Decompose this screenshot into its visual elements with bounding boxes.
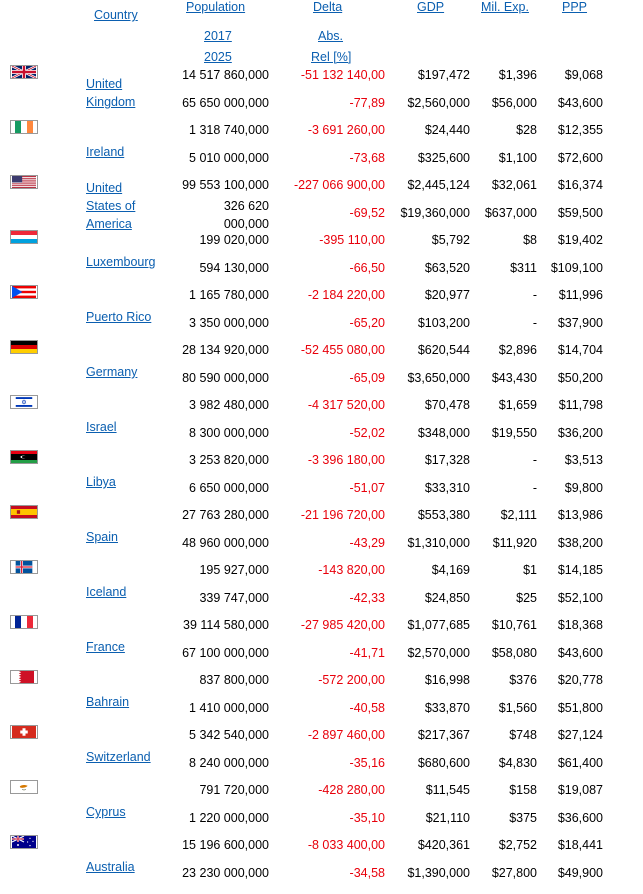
cell-delta-rel: -43,29 [349,536,385,550]
usa-flag-icon [10,175,38,189]
cell-mil-2017: $28 [516,123,537,137]
country-row [0,620,643,674]
cell-gdp-2017: $620,544 [417,343,470,357]
mil-exp-header[interactable]: Mil. Exp. [481,0,529,14]
cell-gdp-2017: $17,328 [424,453,470,467]
cell-pop-2017: 39 114 580,000 [183,618,269,632]
country-link[interactable]: Israel [86,420,117,434]
cell-delta-rel: -77,89 [349,96,385,110]
cell-mil-2017: - [532,453,537,467]
cell-pop-2017: 28 134 920,000 [182,343,269,357]
cell-pop-2025: 67 100 000,000 [182,646,269,660]
cell-gdp-2025: $1,390,000 [407,866,470,880]
country-link[interactable]: Luxembourg [86,255,156,269]
cell-ppp-2017: $19,087 [557,783,603,797]
cell-ppp-2017: $16,374 [557,178,603,192]
cell-gdp-2017: $4,169 [431,563,470,577]
cell-pop-2017: 791 720,000 [199,783,269,797]
cell-ppp-2017: $3,513 [564,453,603,467]
cell-pop-2025: 80 590 000,000 [182,371,269,385]
abs-label: Abs. [318,29,344,43]
year-2017-label: 2017 [204,29,232,43]
cell-ppp-2017: $19,402 [557,233,603,247]
cell-delta-rel: -66,50 [349,261,385,275]
cell-delta-rel: -73,68 [349,151,385,165]
cell-gdp-2017: $1,077,685 [407,618,470,632]
cell-pop-2025: 6 650 000,000 [189,481,269,495]
cell-pop-2025: 23 230 000,000 [182,866,269,880]
cell-mil-2025: $58,080 [491,646,537,660]
cell-pop-2017: 837 800,000 [199,673,269,687]
cell-pop-2017: 1 318 740,000 [189,123,269,137]
cell-mil-2025: $56,000 [491,96,537,110]
ppp-header[interactable]: PPP [562,0,588,14]
cell-gdp-2025: $63,520 [424,261,470,275]
bahrain-flag-icon [10,670,38,684]
israel-flag-icon [10,395,38,409]
cell-pop-2025: 8 240 000,000 [189,756,269,770]
cell-mil-2017: $158 [509,783,537,797]
cell-gdp-2017: $197,472 [417,68,470,82]
cell-ppp-2017: $14,185 [557,563,603,577]
cell-gdp-2025: $2,570,000 [407,646,470,660]
cell-mil-2025: $311 [510,261,537,275]
switzerland-flag-icon [10,725,38,739]
france-flag-icon [10,615,38,629]
country-row [0,400,643,454]
cell-ppp-2025: $37,900 [557,316,603,330]
cell-gdp-2025: $680,600 [417,756,470,770]
cell-ppp-2025: $61,400 [557,756,603,770]
cell-pop-2017: 1 165 780,000 [189,288,269,302]
iceland-flag-icon [10,560,38,574]
cell-ppp-2025: $9,800 [564,481,603,495]
cell-gdp-2025: $325,600 [417,151,470,165]
cell-pop-2017: 195 927,000 [199,563,269,577]
cell-pop-2025: 1 410 000,000 [189,701,269,715]
country-link[interactable]: United Kingdom [86,77,136,109]
cyprus-flag-icon [10,780,38,794]
cell-delta-rel: -52,02 [349,426,385,440]
country-link[interactable]: Libya [86,475,116,489]
cell-mil-2017: $1,659 [498,398,537,412]
cell-mil-2025: $375 [509,811,537,825]
year-2025-label: 2025 [204,50,232,64]
cell-gdp-2017: $5,792 [431,233,470,247]
cell-pop-2025: 8 300 000,000 [189,426,269,440]
cell-pop-2017: 15 196 600,000 [182,838,269,852]
libya-flag-icon [10,450,38,464]
country-link[interactable]: Australia [86,860,135,874]
cell-ppp-2025: $43,600 [557,96,603,110]
luxembourg-flag-icon [10,230,38,244]
cell-mil-2017: $32,061 [491,178,537,192]
country-row [0,235,643,289]
delta-header[interactable]: Delta [313,0,343,14]
country-link[interactable]: Iceland [86,585,127,599]
cell-mil-2017: - [532,288,537,302]
cell-delta-abs: -4 317 520,00 [307,398,385,412]
cell-delta-abs: -428 280,00 [318,783,385,797]
country-row [0,565,643,619]
cell-ppp-2025: $59,500 [557,206,603,220]
cell-ppp-2025: $52,100 [557,591,603,605]
cell-pop-2025: 1 220 000,000 [189,811,269,825]
spain-flag-icon [10,505,38,519]
germany-flag-icon [10,340,38,354]
cell-delta-rel: -65,20 [349,316,385,330]
cell-mil-2017: $376 [509,673,537,687]
cell-gdp-2025: $2,560,000 [407,96,470,110]
cell-mil-2017: $1 [523,563,537,577]
cell-pop-2025: 48 960 000,000 [182,536,269,550]
cell-delta-rel: -40,58 [349,701,385,715]
cell-mil-2025: - [532,316,537,330]
cell-mil-2017: $748 [509,728,537,742]
country-link[interactable]: France [86,640,125,654]
gdp-header[interactable]: GDP [417,0,445,14]
cell-mil-2025: $11,920 [492,536,537,550]
country-row [0,290,643,344]
cell-delta-rel: -34,58 [349,866,385,880]
cell-pop-2017: 199 020,000 [199,233,269,247]
cell-delta-abs: -51 132 140,00 [300,68,385,82]
cell-mil-2025: - [532,481,537,495]
country-link[interactable]: Puerto Rico [86,310,152,324]
cell-delta-abs: -21 196 720,00 [300,508,385,522]
cell-ppp-2025: $38,200 [557,536,603,550]
cell-gdp-2017: $24,440 [424,123,470,137]
cell-pop-2025: 326 620 000,000 [223,199,269,231]
cell-ppp-2025: $36,600 [557,811,603,825]
country-link[interactable]: Switzerland [86,750,151,764]
cell-delta-rel: -35,16 [349,756,385,770]
country-row [0,840,643,894]
cell-mil-2025: $637,000 [484,206,537,220]
population-header[interactable]: Population [186,0,246,14]
cell-gdp-2017: $16,998 [424,673,470,687]
cell-delta-abs: -27 985 420,00 [300,618,385,632]
cell-delta-abs: -3 396 180,00 [307,453,385,467]
rel-label: Rel [%] [311,50,352,64]
cell-mil-2025: $1,560 [498,701,537,715]
cell-pop-2025: 339 747,000 [199,591,269,605]
cell-ppp-2017: $9,068 [564,68,603,82]
cell-ppp-2017: $14,704 [557,343,603,357]
country-row [0,510,643,564]
cell-mil-2017: $2,752 [498,838,537,852]
cell-delta-abs: -3 691 260,00 [307,123,385,137]
country-link[interactable]: Ireland [86,145,125,159]
cell-ppp-2017: $13,986 [557,508,603,522]
cell-delta-rel: -65,09 [349,371,385,385]
country-row [0,70,643,124]
cell-gdp-2025: $1,310,000 [407,536,470,550]
cell-pop-2017: 3 253 820,000 [189,453,269,467]
cell-delta-abs: -2 897 460,00 [307,728,385,742]
cell-pop-2017: 99 553 100,000 [182,178,269,192]
cell-gdp-2017: $553,380 [417,508,470,522]
country-link[interactable]: Germany [86,365,138,379]
country-row [0,180,643,234]
cell-ppp-2025: $51,800 [557,701,603,715]
cell-ppp-2017: $12,355 [557,123,603,137]
cell-delta-abs: -143 820,00 [318,563,385,577]
cell-ppp-2025: $50,200 [557,371,603,385]
cell-gdp-2025: $3,650,000 [407,371,470,385]
cell-ppp-2017: $11,996 [558,288,603,302]
cell-ppp-2017: $11,798 [558,398,603,412]
cell-delta-abs: -395 110,00 [319,233,385,247]
cell-ppp-2017: $18,441 [557,838,603,852]
cell-mil-2025: $25 [516,591,537,605]
country-row [0,785,643,839]
cell-ppp-2025: $36,200 [557,426,603,440]
cell-mil-2017: $2,111 [500,508,537,522]
cell-delta-rel: -42,33 [349,591,385,605]
cell-gdp-2025: $24,850 [424,591,470,605]
country-row [0,455,643,509]
country-row [0,345,643,399]
cell-gdp-2017: $11,545 [425,783,470,797]
cell-ppp-2017: $27,124 [557,728,603,742]
cell-ppp-2025: $109,100 [550,261,603,275]
cell-mil-2025: $19,550 [491,426,537,440]
cell-delta-rel: -51,07 [349,481,385,495]
uk-flag-icon [10,65,38,79]
cell-delta-abs: -2 184 220,00 [307,288,385,302]
cell-delta-rel: -69,52 [349,206,385,220]
cell-gdp-2017: $2,445,124 [407,178,470,192]
cell-gdp-2017: $70,478 [424,398,470,412]
country-link[interactable]: Cyprus [86,805,126,819]
cell-mil-2025: $27,800 [491,866,537,880]
cell-ppp-2025: $72,600 [557,151,603,165]
cell-gdp-2025: $348,000 [417,426,470,440]
cell-gdp-2025: $33,870 [424,701,470,715]
country-link[interactable]: United States of America [86,181,136,231]
country-row [0,675,643,729]
country-row [0,125,643,179]
cell-delta-abs: -8 033 400,00 [307,838,385,852]
cell-gdp-2025: $19,360,000 [400,206,470,220]
cell-gdp-2025: $103,200 [417,316,470,330]
cell-pop-2025: 3 350 000,000 [189,316,269,330]
ireland-flag-icon [10,120,38,134]
cell-gdp-2025: $21,110 [425,811,470,825]
cell-pop-2017: 5 342 540,000 [189,728,269,742]
country-link[interactable]: Spain [86,530,118,544]
australia-flag-icon [10,835,38,849]
cell-gdp-2017: $20,977 [424,288,470,302]
cell-pop-2017: 14 517 860,000 [182,68,269,82]
cell-gdp-2017: $420,361 [417,838,470,852]
cell-delta-rel: -41,71 [349,646,385,660]
cell-mil-2025: $4,830 [498,756,537,770]
country-link[interactable]: Bahrain [86,695,130,709]
cell-delta-rel: -35,10 [349,811,385,825]
puerto-rico-flag-icon [10,285,38,299]
cell-pop-2025: 594 130,000 [199,261,269,275]
cell-mil-2017: $1,396 [498,68,537,82]
cell-pop-2025: 5 010 000,000 [189,151,269,165]
cell-pop-2025: 65 650 000,000 [182,96,269,110]
cell-ppp-2025: $49,900 [557,866,603,880]
cell-pop-2017: 3 982 480,000 [189,398,269,412]
country-row [0,730,643,784]
cell-delta-abs: -227 066 900,00 [293,178,385,192]
cell-gdp-2017: $217,367 [417,728,470,742]
cell-gdp-2025: $33,310 [424,481,470,495]
cell-pop-2017: 27 763 280,000 [182,508,269,522]
cell-ppp-2017: $20,778 [557,673,603,687]
country-header[interactable]: Country [94,8,138,22]
cell-mil-2025: $1,100 [498,151,537,165]
cell-mil-2017: $2,896 [498,343,537,357]
cell-delta-abs: -52 455 080,00 [300,343,385,357]
cell-mil-2017: $10,761 [491,618,537,632]
cell-mil-2017: $8 [523,233,537,247]
cell-mil-2025: $43,430 [491,371,537,385]
cell-ppp-2025: $43,600 [557,646,603,660]
cell-ppp-2017: $18,368 [557,618,603,632]
cell-delta-abs: -572 200,00 [318,673,385,687]
